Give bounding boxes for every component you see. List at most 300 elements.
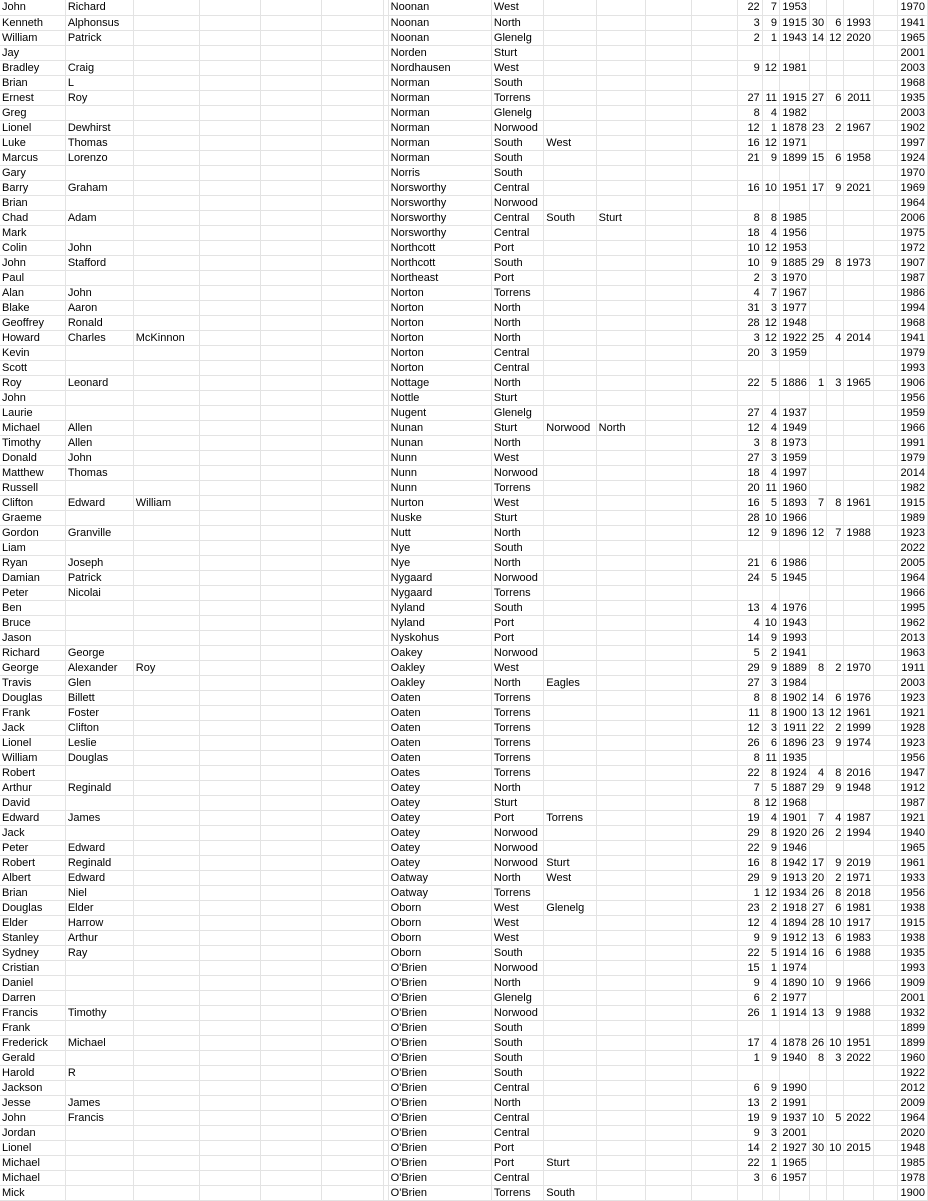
grid-cell[interactable]: Torrens [491,750,543,765]
grid-cell[interactable]: South [491,165,543,180]
grid-cell[interactable]: George [65,645,133,660]
grid-cell[interactable]: John [0,1110,65,1125]
grid-cell[interactable] [133,1170,200,1185]
grid-cell[interactable] [65,390,133,405]
grid-cell[interactable] [692,45,738,60]
grid-cell[interactable] [827,270,844,285]
grid-cell[interactable]: Sturt [596,210,646,225]
grid-cell[interactable]: Thomas [65,465,133,480]
grid-cell[interactable] [646,735,692,750]
grid-cell[interactable] [646,780,692,795]
grid-cell[interactable] [65,1020,133,1035]
grid-cell[interactable] [809,165,826,180]
grid-cell[interactable] [596,1020,646,1035]
grid-cell[interactable] [692,615,738,630]
grid-cell[interactable] [779,45,809,60]
grid-cell[interactable]: Norwood [491,855,543,870]
grid-cell[interactable]: 3 [827,375,844,390]
grid-cell[interactable] [692,345,738,360]
grid-cell[interactable]: 1 [762,960,779,975]
grid-cell[interactable]: 7 [827,525,844,540]
grid-cell[interactable] [596,765,646,780]
grid-cell[interactable] [321,870,383,885]
grid-cell[interactable]: West [491,495,543,510]
grid-cell[interactable] [65,825,133,840]
grid-cell[interactable] [260,1020,321,1035]
grid-cell[interactable]: Oatey [388,795,491,810]
grid-cell[interactable]: Oborn [388,915,491,930]
grid-cell[interactable]: 3 [762,450,779,465]
grid-cell[interactable] [692,75,738,90]
grid-cell[interactable] [844,540,873,555]
grid-cell[interactable] [544,150,596,165]
grid-cell[interactable]: 14 [738,1140,763,1155]
grid-cell[interactable] [133,120,200,135]
grid-cell[interactable] [596,480,646,495]
grid-cell[interactable] [827,555,844,570]
grid-cell[interactable] [692,630,738,645]
grid-cell[interactable] [646,135,692,150]
grid-cell[interactable]: 9 [762,630,779,645]
grid-cell[interactable]: Nunn [388,450,491,465]
grid-cell[interactable] [133,1005,200,1020]
grid-cell[interactable]: 1945 [779,570,809,585]
grid-cell[interactable] [646,180,692,195]
grid-cell[interactable] [646,285,692,300]
grid-cell[interactable]: O'Brien [388,1065,491,1080]
grid-cell[interactable]: Oakley [388,675,491,690]
grid-cell[interactable] [692,945,738,960]
grid-cell[interactable] [65,105,133,120]
grid-cell[interactable]: Bruce [0,615,65,630]
grid-cell[interactable] [321,1170,383,1185]
grid-cell[interactable]: 1976 [844,690,873,705]
grid-cell[interactable]: Oborn [388,900,491,915]
grid-cell[interactable] [844,210,873,225]
grid-cell[interactable] [809,465,826,480]
grid-cell[interactable]: 2003 [898,60,928,75]
grid-cell[interactable]: 2 [827,825,844,840]
grid-cell[interactable]: 6 [762,555,779,570]
grid-cell[interactable] [200,795,260,810]
grid-cell[interactable]: 6 [827,150,844,165]
grid-cell[interactable]: South [491,1035,543,1050]
grid-cell[interactable] [544,570,596,585]
grid-cell[interactable]: 1899 [898,1035,928,1050]
grid-cell[interactable] [544,255,596,270]
grid-cell[interactable] [827,1080,844,1095]
grid-cell[interactable] [692,390,738,405]
grid-cell[interactable]: Oatey [388,825,491,840]
grid-cell[interactable] [544,1110,596,1125]
grid-cell[interactable]: 9 [762,1050,779,1065]
grid-cell[interactable] [692,300,738,315]
grid-cell[interactable] [260,150,321,165]
grid-cell[interactable]: Norman [388,90,491,105]
grid-cell[interactable]: Port [491,270,543,285]
grid-cell[interactable]: West [491,915,543,930]
grid-cell[interactable]: 1993 [844,15,873,30]
grid-cell[interactable]: Central [491,345,543,360]
grid-cell[interactable]: Douglas [0,900,65,915]
grid-cell[interactable] [827,1065,844,1080]
grid-cell[interactable]: O'Brien [388,1125,491,1140]
grid-cell[interactable]: Norwood [491,465,543,480]
grid-cell[interactable] [596,15,646,30]
grid-cell[interactable]: 1966 [779,510,809,525]
grid-cell[interactable]: O'Brien [388,1095,491,1110]
grid-cell[interactable]: Norwood [491,825,543,840]
grid-cell[interactable] [200,495,260,510]
grid-cell[interactable] [133,105,200,120]
grid-cell[interactable]: Harrow [65,915,133,930]
grid-cell[interactable] [200,0,260,15]
grid-cell[interactable]: Sturt [544,855,596,870]
grid-cell[interactable] [873,735,898,750]
grid-cell[interactable] [844,600,873,615]
grid-cell[interactable]: Jesse [0,1095,65,1110]
grid-cell[interactable]: 5 [762,495,779,510]
grid-cell[interactable]: 30 [809,15,826,30]
grid-cell[interactable]: 1964 [898,570,928,585]
grid-cell[interactable]: 9 [762,255,779,270]
grid-cell[interactable] [544,1035,596,1050]
grid-cell[interactable] [692,810,738,825]
grid-cell[interactable] [544,180,596,195]
grid-cell[interactable] [646,1035,692,1050]
grid-cell[interactable] [844,630,873,645]
grid-cell[interactable]: John [0,390,65,405]
grid-cell[interactable] [873,525,898,540]
grid-cell[interactable] [200,405,260,420]
grid-cell[interactable]: 12 [738,720,763,735]
grid-cell[interactable] [200,1125,260,1140]
grid-cell[interactable] [827,360,844,375]
grid-cell[interactable] [321,840,383,855]
grid-cell[interactable] [321,1140,383,1155]
grid-cell[interactable]: 1961 [844,705,873,720]
grid-cell[interactable]: Roy [133,660,200,675]
grid-cell[interactable] [544,750,596,765]
grid-cell[interactable] [200,420,260,435]
grid-cell[interactable] [596,225,646,240]
grid-cell[interactable] [321,930,383,945]
grid-cell[interactable] [133,1140,200,1155]
grid-cell[interactable] [321,105,383,120]
grid-cell[interactable] [596,105,646,120]
grid-cell[interactable]: 1943 [779,30,809,45]
grid-cell[interactable]: John [65,450,133,465]
grid-cell[interactable]: West [491,60,543,75]
grid-cell[interactable] [544,450,596,465]
grid-cell[interactable]: 1968 [779,795,809,810]
grid-cell[interactable]: 1966 [898,585,928,600]
grid-cell[interactable] [544,795,596,810]
grid-cell[interactable] [200,345,260,360]
grid-cell[interactable]: 1966 [898,420,928,435]
grid-cell[interactable] [133,600,200,615]
grid-cell[interactable] [260,1110,321,1125]
grid-cell[interactable]: Norwood [491,840,543,855]
grid-cell[interactable] [646,1170,692,1185]
grid-cell[interactable] [133,615,200,630]
grid-cell[interactable]: Clifton [65,720,133,735]
grid-cell[interactable] [646,1125,692,1140]
grid-cell[interactable] [260,255,321,270]
grid-cell[interactable]: 4 [762,915,779,930]
grid-cell[interactable] [260,870,321,885]
grid-cell[interactable] [200,330,260,345]
grid-cell[interactable] [133,465,200,480]
grid-cell[interactable]: 8 [738,795,763,810]
grid-cell[interactable] [646,420,692,435]
grid-cell[interactable]: Port [491,630,543,645]
grid-cell[interactable]: West [491,450,543,465]
grid-cell[interactable]: 1989 [898,510,928,525]
grid-cell[interactable]: 12 [762,135,779,150]
grid-cell[interactable]: 4 [827,330,844,345]
grid-cell[interactable]: 5 [827,1110,844,1125]
grid-cell[interactable]: 8 [738,690,763,705]
grid-cell[interactable] [692,30,738,45]
grid-cell[interactable]: Richard [65,0,133,15]
grid-cell[interactable]: Elder [65,900,133,915]
grid-cell[interactable]: 1986 [779,555,809,570]
grid-cell[interactable]: Central [491,1170,543,1185]
grid-cell[interactable] [65,405,133,420]
grid-cell[interactable]: 9 [762,15,779,30]
grid-cell[interactable]: Roy [0,375,65,390]
grid-cell[interactable]: 2020 [844,30,873,45]
grid-cell[interactable] [321,690,383,705]
grid-cell[interactable]: 27 [738,405,763,420]
grid-cell[interactable] [646,645,692,660]
grid-cell[interactable] [809,0,826,15]
grid-cell[interactable] [200,390,260,405]
grid-cell[interactable] [827,165,844,180]
grid-cell[interactable]: Noonan [388,0,491,15]
grid-cell[interactable] [133,315,200,330]
grid-cell[interactable] [873,780,898,795]
grid-cell[interactable] [692,555,738,570]
grid-cell[interactable]: 1967 [779,285,809,300]
grid-cell[interactable] [321,1065,383,1080]
grid-cell[interactable]: 8 [762,435,779,450]
grid-cell[interactable] [321,405,383,420]
grid-cell[interactable] [873,345,898,360]
grid-cell[interactable]: 8 [827,495,844,510]
grid-cell[interactable] [844,45,873,60]
grid-cell[interactable] [596,735,646,750]
grid-cell[interactable]: 1918 [779,900,809,915]
grid-cell[interactable]: 1941 [779,645,809,660]
grid-cell[interactable]: 1959 [779,345,809,360]
grid-cell[interactable]: Gordon [0,525,65,540]
grid-cell[interactable]: 1890 [779,975,809,990]
grid-cell[interactable] [873,915,898,930]
grid-cell[interactable] [321,585,383,600]
grid-cell[interactable] [133,795,200,810]
grid-cell[interactable]: Alphonsus [65,15,133,30]
grid-cell[interactable] [873,675,898,690]
grid-cell[interactable] [133,1035,200,1050]
grid-cell[interactable]: 27 [738,90,763,105]
grid-cell[interactable]: Nurton [388,495,491,510]
grid-cell[interactable] [200,465,260,480]
grid-cell[interactable]: Jordan [0,1125,65,1140]
grid-cell[interactable]: 1960 [898,1050,928,1065]
grid-cell[interactable]: 1964 [898,195,928,210]
grid-cell[interactable]: 1915 [898,915,928,930]
grid-cell[interactable]: Craig [65,60,133,75]
grid-cell[interactable]: Sturt [491,45,543,60]
grid-cell[interactable] [596,915,646,930]
grid-cell[interactable]: 4 [762,465,779,480]
grid-cell[interactable]: Frederick [0,1035,65,1050]
grid-cell[interactable]: South [491,600,543,615]
grid-cell[interactable]: 1900 [898,1185,928,1200]
grid-cell[interactable]: 1969 [898,180,928,195]
grid-cell[interactable]: Michael [0,1155,65,1170]
grid-cell[interactable]: 12 [762,315,779,330]
grid-cell[interactable]: 8 [809,1050,826,1065]
grid-cell[interactable] [873,885,898,900]
grid-cell[interactable]: George [0,660,65,675]
grid-cell[interactable] [200,45,260,60]
grid-cell[interactable]: 1987 [898,795,928,810]
grid-cell[interactable] [646,675,692,690]
grid-cell[interactable] [321,60,383,75]
grid-cell[interactable] [646,765,692,780]
grid-cell[interactable]: 14 [809,690,826,705]
grid-cell[interactable]: 3 [762,270,779,285]
grid-cell[interactable] [873,210,898,225]
grid-cell[interactable] [200,690,260,705]
grid-cell[interactable] [596,195,646,210]
grid-cell[interactable]: Norman [388,150,491,165]
grid-cell[interactable] [200,990,260,1005]
grid-cell[interactable]: 2 [827,660,844,675]
grid-cell[interactable] [809,360,826,375]
grid-cell[interactable] [646,900,692,915]
grid-cell[interactable] [779,360,809,375]
grid-cell[interactable] [809,390,826,405]
grid-cell[interactable] [827,420,844,435]
grid-cell[interactable]: 1957 [779,1170,809,1185]
grid-cell[interactable]: South [544,1185,596,1200]
grid-cell[interactable] [321,300,383,315]
grid-cell[interactable] [844,960,873,975]
grid-cell[interactable] [200,60,260,75]
grid-cell[interactable] [200,180,260,195]
grid-cell[interactable] [321,630,383,645]
grid-cell[interactable] [873,330,898,345]
grid-cell[interactable] [762,1185,779,1200]
grid-cell[interactable]: 1924 [779,765,809,780]
grid-cell[interactable]: Travis [0,675,65,690]
grid-cell[interactable] [200,780,260,795]
grid-cell[interactable] [827,630,844,645]
grid-cell[interactable]: 1 [762,30,779,45]
grid-cell[interactable]: 5 [738,645,763,660]
grid-cell[interactable]: 9 [762,930,779,945]
grid-cell[interactable] [596,1080,646,1095]
grid-cell[interactable]: 28 [809,915,826,930]
grid-cell[interactable] [596,375,646,390]
grid-cell[interactable]: Cristian [0,960,65,975]
grid-cell[interactable] [692,495,738,510]
grid-cell[interactable]: Norwood [544,420,596,435]
grid-cell[interactable] [809,1020,826,1035]
grid-cell[interactable] [844,1155,873,1170]
grid-cell[interactable] [873,750,898,765]
grid-cell[interactable] [692,540,738,555]
grid-cell[interactable] [873,450,898,465]
grid-cell[interactable] [738,360,763,375]
grid-cell[interactable] [544,735,596,750]
grid-cell[interactable] [873,15,898,30]
grid-cell[interactable] [692,180,738,195]
grid-cell[interactable]: Eagles [544,675,596,690]
grid-cell[interactable] [133,705,200,720]
grid-cell[interactable]: 1878 [779,120,809,135]
grid-cell[interactable]: 9 [827,735,844,750]
grid-cell[interactable] [65,1155,133,1170]
grid-cell[interactable] [65,270,133,285]
grid-cell[interactable]: Bradley [0,60,65,75]
grid-cell[interactable] [133,1185,200,1200]
grid-cell[interactable] [260,285,321,300]
grid-cell[interactable]: 26 [809,825,826,840]
grid-cell[interactable] [596,990,646,1005]
grid-cell[interactable] [692,270,738,285]
grid-cell[interactable]: Greg [0,105,65,120]
grid-cell[interactable]: Daniel [0,975,65,990]
grid-cell[interactable] [844,1080,873,1095]
grid-cell[interactable]: 12 [738,420,763,435]
grid-cell[interactable] [321,345,383,360]
grid-cell[interactable] [779,390,809,405]
grid-cell[interactable] [646,930,692,945]
grid-cell[interactable] [260,300,321,315]
grid-cell[interactable] [692,600,738,615]
grid-cell[interactable]: Oatey [388,810,491,825]
grid-cell[interactable]: Clifton [0,495,65,510]
grid-cell[interactable] [200,255,260,270]
grid-cell[interactable] [321,30,383,45]
grid-cell[interactable] [596,930,646,945]
grid-cell[interactable] [321,915,383,930]
grid-cell[interactable] [200,120,260,135]
grid-cell[interactable] [873,1125,898,1140]
grid-cell[interactable] [873,30,898,45]
grid-cell[interactable]: O'Brien [388,1080,491,1095]
grid-cell[interactable]: 2001 [898,990,928,1005]
grid-cell[interactable]: Thomas [65,135,133,150]
grid-cell[interactable] [65,1170,133,1185]
grid-cell[interactable] [692,795,738,810]
grid-cell[interactable]: Oatey [388,780,491,795]
grid-cell[interactable] [692,420,738,435]
grid-cell[interactable] [321,1020,383,1035]
grid-cell[interactable] [646,945,692,960]
grid-cell[interactable]: Mick [0,1185,65,1200]
grid-cell[interactable] [133,750,200,765]
grid-cell[interactable] [200,855,260,870]
grid-cell[interactable]: 1921 [898,810,928,825]
grid-cell[interactable] [809,750,826,765]
grid-cell[interactable] [692,735,738,750]
